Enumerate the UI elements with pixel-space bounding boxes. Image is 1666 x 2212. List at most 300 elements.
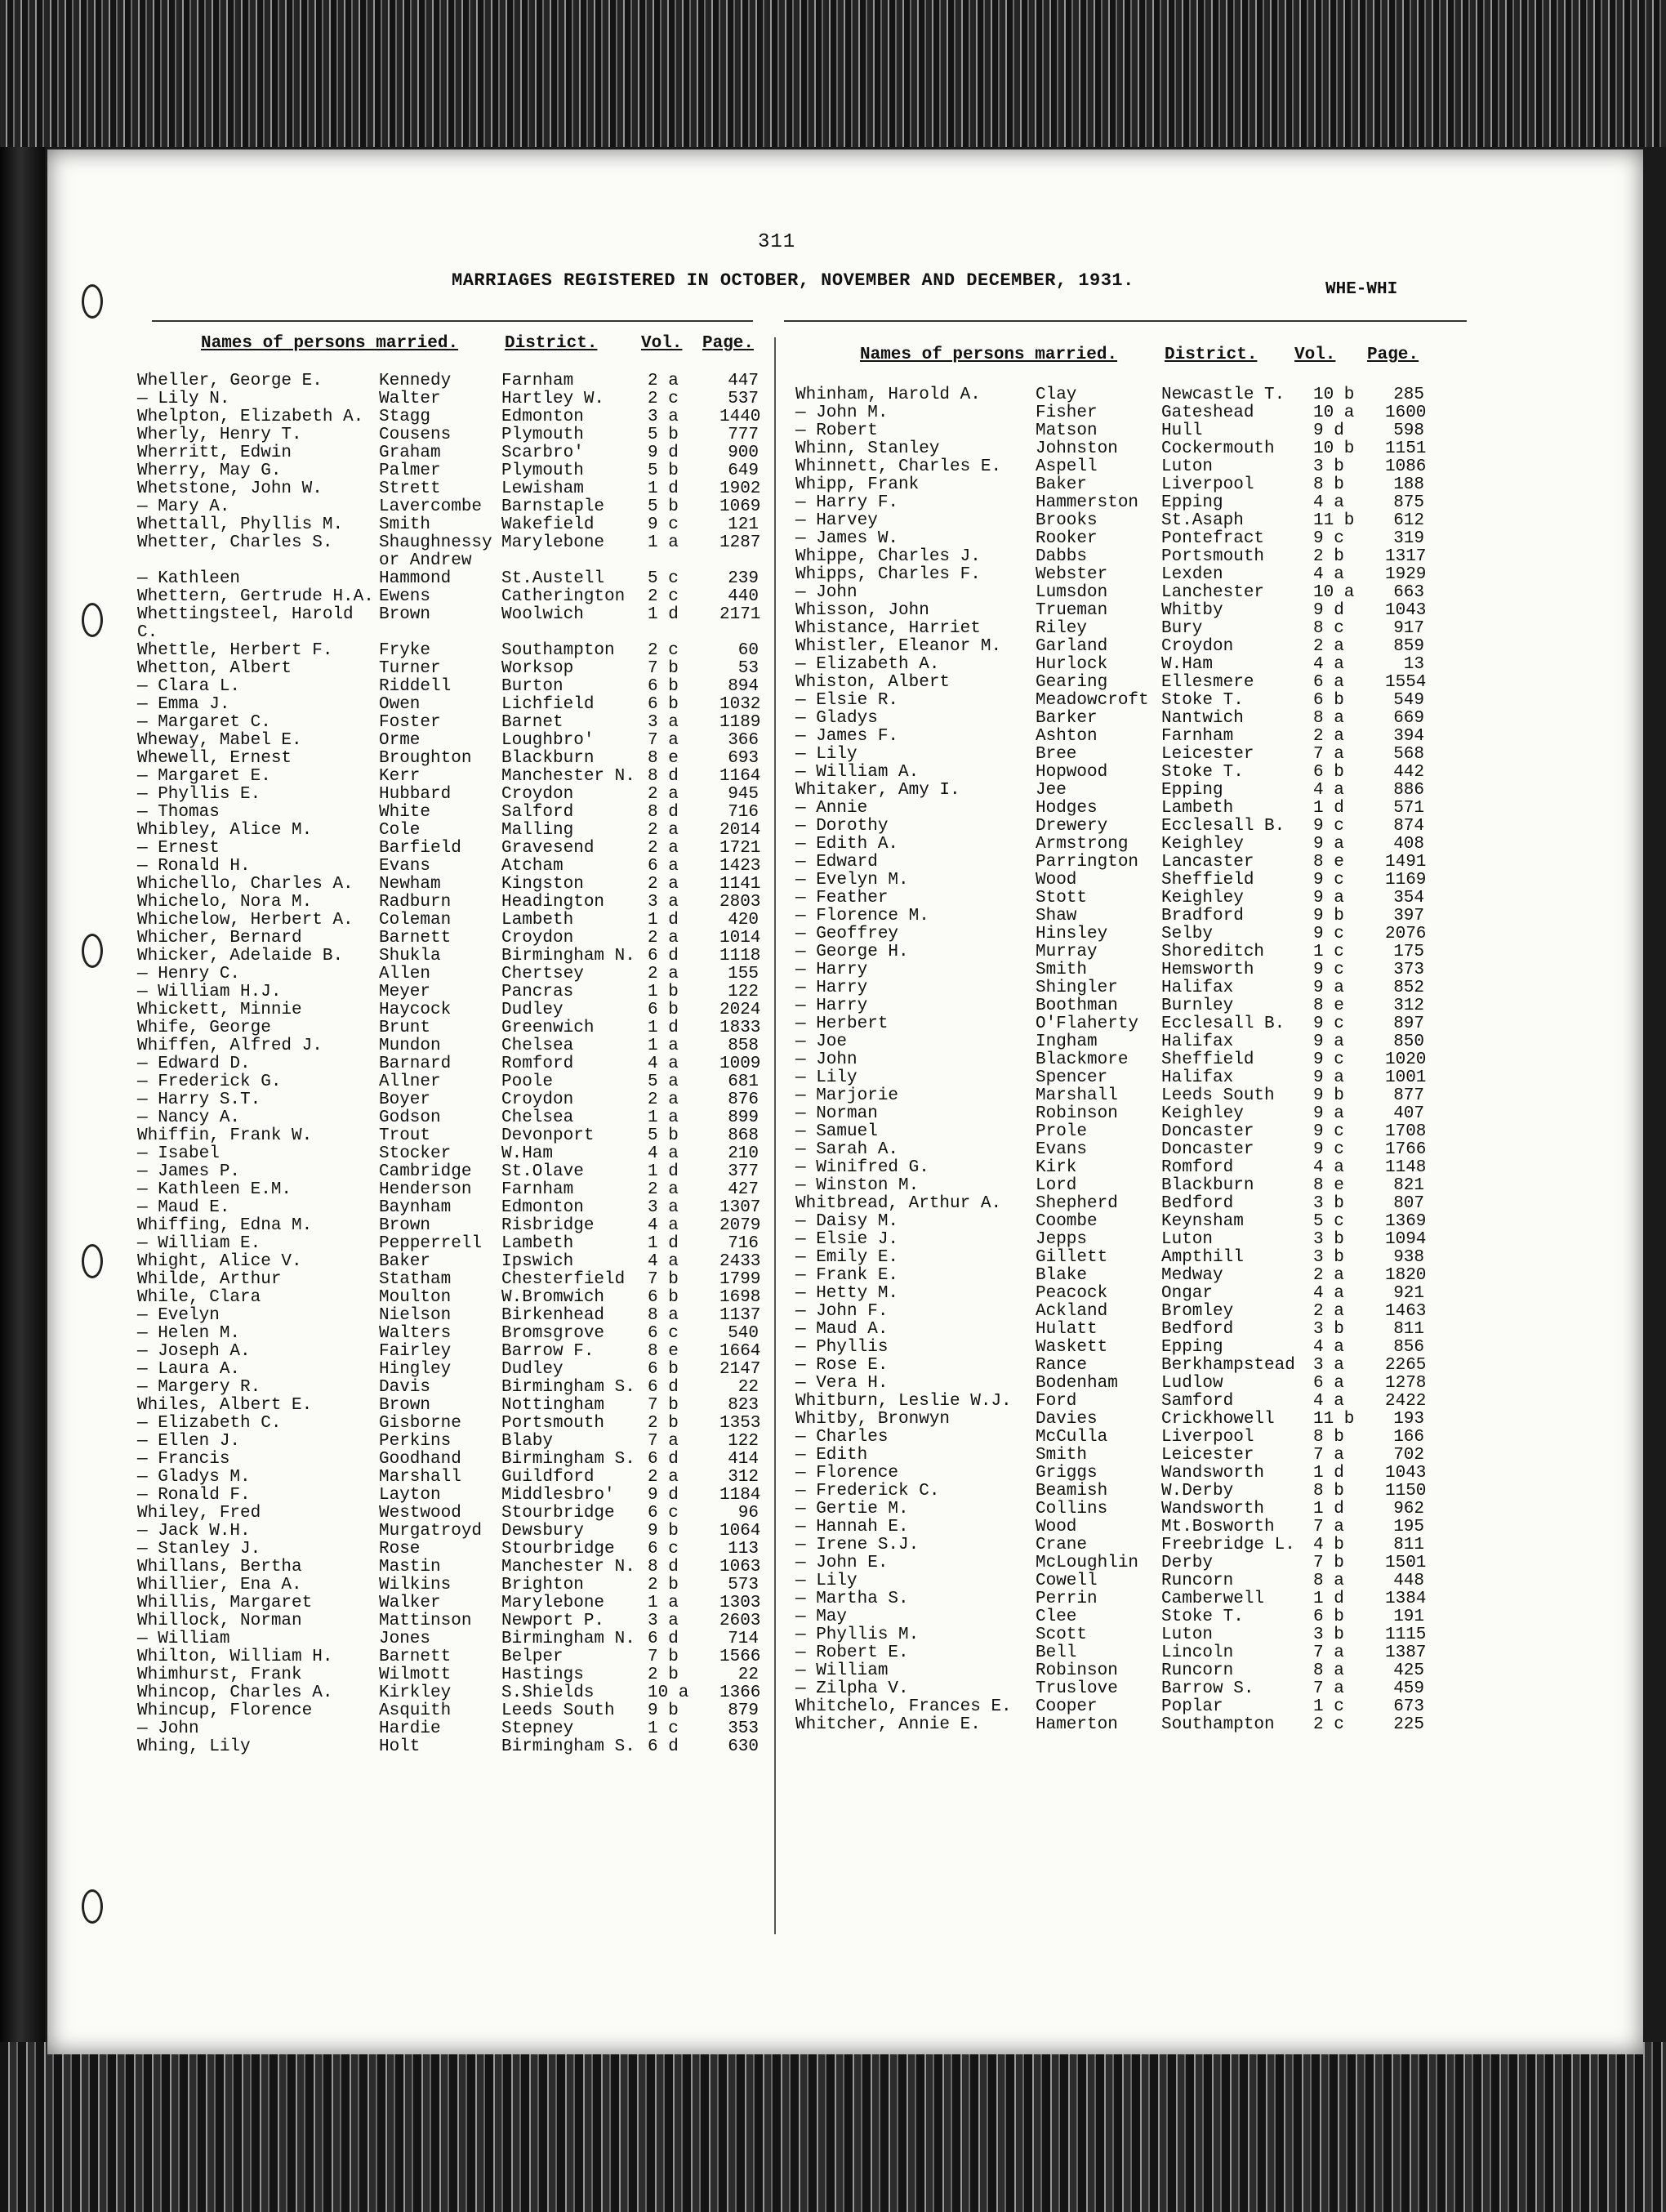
vol-cell: 6 b: [648, 1288, 679, 1307]
page-cell: 1369: [1385, 1212, 1427, 1231]
district-cell: Edmonton: [501, 1198, 584, 1217]
page-cell: 1353: [719, 1414, 761, 1433]
spouse-cell: Kirkley: [379, 1684, 452, 1702]
surname-cell: — Hetty M.: [795, 1284, 899, 1303]
vol-cell: 9 c: [1313, 1122, 1344, 1141]
vol-cell: 6 b: [648, 1001, 679, 1019]
surname-cell: — Harvey: [795, 511, 878, 530]
vol-cell: 6 a: [1313, 673, 1344, 692]
district-cell: Ipswich: [501, 1252, 574, 1271]
district-cell: Lancaster: [1161, 853, 1254, 872]
district-cell: Birmingham S.: [501, 1378, 635, 1397]
spouse-cell: Prole: [1036, 1122, 1088, 1141]
page-cell: 2014: [719, 821, 761, 840]
surname-cell: — William H.J.: [137, 983, 282, 1001]
page-cell: 1902: [719, 479, 761, 498]
vol-cell: 2 b: [1313, 547, 1344, 566]
spouse-cell: Newham: [379, 875, 441, 894]
surname-cell: — Margaret C.: [137, 713, 271, 732]
spouse-cell: Lumsdon: [1036, 583, 1108, 602]
district-cell: Crickhowell: [1161, 1410, 1275, 1429]
vol-cell: 9 d: [648, 444, 679, 462]
vol-cell: 6 a: [648, 857, 679, 876]
page-cell: 1664: [719, 1342, 761, 1361]
surname-cell: Whiffen, Alfred J.: [137, 1037, 323, 1055]
surname-cell: — Kathleen: [137, 569, 241, 588]
district-cell: Epping: [1161, 1338, 1223, 1357]
scan-bottom-noise: [0, 2042, 1666, 2212]
district-cell: Samford: [1161, 1392, 1234, 1411]
page-cell: 856: [1393, 1338, 1424, 1357]
surname-cell: While, Clara: [137, 1288, 261, 1307]
spouse-cell: Shaughnessy: [379, 533, 492, 552]
spouse-cell: Walker: [379, 1594, 441, 1612]
spouse-cell: Blackmore: [1036, 1050, 1129, 1069]
spouse-cell: Rooker: [1036, 529, 1098, 548]
surname-cell: — Rose E.: [795, 1356, 889, 1375]
page-cell: 2422: [1385, 1392, 1427, 1411]
spouse-cell: Gisborne: [379, 1414, 461, 1433]
page-cell: 630: [728, 1737, 759, 1756]
district-cell: Cockermouth: [1161, 439, 1275, 458]
header-rule-right: [784, 320, 1467, 322]
spouse-cell: Moulton: [379, 1288, 452, 1307]
district-cell: Nottingham: [501, 1396, 605, 1415]
page-cell: 113: [728, 1540, 759, 1559]
spouse-cell: Aspell: [1036, 457, 1098, 476]
district-cell: Wandsworth: [1161, 1500, 1265, 1519]
page-cell: 122: [728, 983, 759, 1001]
page-cell: 377: [728, 1162, 759, 1181]
district-cell: Birmingham N.: [501, 1630, 635, 1648]
district-cell: Doncaster: [1161, 1122, 1254, 1141]
spouse-cell: Robinson: [1036, 1661, 1118, 1680]
spouse-cell: Spencer: [1036, 1068, 1108, 1087]
spouse-cell: Baker: [379, 1252, 431, 1271]
surname-cell: — William: [137, 1630, 230, 1648]
page-cell: 702: [1393, 1446, 1424, 1465]
spouse-cell: Murray: [1036, 943, 1098, 961]
spouse-cell: Perrin: [1036, 1590, 1098, 1608]
spouse-cell: Clay: [1036, 386, 1077, 404]
spouse-cell: Nielson: [379, 1306, 452, 1325]
surname-cell: Whitchelo, Frances E.: [795, 1697, 1012, 1716]
vol-cell: 3 a: [648, 713, 679, 732]
surname-cell: Whicker, Adelaide B.: [137, 947, 344, 966]
surname-cell: — Helen M.: [137, 1324, 241, 1343]
page-cell: 1287: [719, 533, 761, 552]
district-cell: Chelsea: [501, 1108, 574, 1127]
spouse-cell: Barker: [1036, 709, 1098, 728]
district-cell: Derby: [1161, 1554, 1214, 1572]
vol-cell: 4 a: [648, 1055, 679, 1073]
page-cell: 945: [728, 785, 759, 804]
spouse-cell: Ingham: [1036, 1032, 1098, 1051]
column-divider: [774, 337, 776, 1934]
district-cell: Medway: [1161, 1266, 1223, 1285]
vol-cell: 6 c: [648, 1324, 679, 1343]
page-cell: 1303: [719, 1594, 761, 1612]
vol-cell: 6 d: [648, 1737, 679, 1756]
page-cell: 1833: [719, 1019, 761, 1037]
page-cell: 1698: [719, 1288, 761, 1307]
surname-cell: Whinnett, Charles E.: [795, 457, 1002, 476]
district-cell: Romford: [1161, 1158, 1234, 1177]
page-cell: 319: [1393, 529, 1424, 548]
surname-cell: Wherly, Henry T.: [137, 426, 302, 444]
spouse-cell: O'Flaherty: [1036, 1015, 1139, 1033]
surname-cell: — Herbert: [795, 1015, 889, 1033]
vol-cell: 7 b: [1313, 1554, 1344, 1572]
surname-cell: Whichelo, Nora M.: [137, 893, 313, 912]
spouse-cell: Hardie: [379, 1719, 441, 1738]
surname-cell: — Daisy M.: [795, 1212, 899, 1231]
page-cell: 2265: [1385, 1356, 1427, 1375]
page-cell: 868: [728, 1126, 759, 1145]
vol-cell: 1 d: [648, 1019, 679, 1037]
page-cell: 807: [1393, 1194, 1424, 1213]
spouse-cell: Evans: [1036, 1140, 1088, 1159]
district-cell: Ludlow: [1161, 1374, 1223, 1393]
surname-cell: Whillier, Ena A.: [137, 1576, 302, 1594]
vol-cell: 7 b: [648, 1270, 679, 1289]
district-cell: Bedford: [1161, 1320, 1234, 1339]
surname-cell: — John: [137, 1719, 199, 1738]
vol-cell: 1 a: [648, 1594, 679, 1612]
surname-cell: — Harry: [795, 997, 868, 1015]
vol-cell: 8 e: [1313, 853, 1344, 872]
spouse-cell: Beamish: [1036, 1482, 1108, 1501]
vol-cell: 8 e: [648, 1342, 679, 1361]
page-cell: 96: [737, 1504, 759, 1523]
vol-cell: 6 d: [648, 1630, 679, 1648]
district-cell: Wakefield: [501, 515, 595, 534]
vol-cell: 4 a: [648, 1216, 679, 1235]
surname-cell: Whiles, Albert E.: [137, 1396, 313, 1415]
surname-cell: Whichelow, Herbert A.: [137, 911, 354, 930]
surname-cell: — Henry C.: [137, 965, 241, 983]
district-cell: Barrow S.: [1161, 1679, 1254, 1698]
district-cell: Newport P.: [501, 1612, 605, 1630]
page-cell: 962: [1393, 1500, 1424, 1519]
vol-cell: 10 b: [1313, 439, 1355, 458]
vol-cell: 4 a: [1313, 781, 1344, 800]
district-cell: Lambeth: [1161, 799, 1234, 818]
vol-cell: 6 b: [648, 677, 679, 696]
district-cell: Southampton: [1161, 1715, 1275, 1734]
vol-cell: 8 a: [1313, 1572, 1344, 1590]
vol-cell: 2 a: [648, 372, 679, 390]
page-cell: 573: [728, 1576, 759, 1594]
page-cell: 225: [1393, 1715, 1424, 1734]
spouse-cell: Riley: [1036, 619, 1088, 638]
page-cell: 353: [728, 1719, 759, 1738]
page-cell: 1151: [1385, 439, 1427, 458]
spouse-cell: Riddell: [379, 677, 452, 696]
left-names-header: Names of persons married.: [201, 334, 459, 353]
vol-cell: 6 d: [648, 1378, 679, 1397]
spouse-cell: Hubbard: [379, 785, 452, 804]
vol-cell: 2 a: [648, 965, 679, 983]
surname-cell: Whibley, Alice M.: [137, 821, 313, 840]
spouse-cell: Wood: [1036, 1518, 1077, 1536]
vol-cell: 9 d: [1313, 601, 1344, 620]
header-rule-left: [152, 320, 753, 322]
district-cell: Romford: [501, 1055, 574, 1073]
district-cell: Freebridge L.: [1161, 1536, 1295, 1554]
district-cell: Farnham: [501, 1180, 574, 1199]
district-cell: W.Ham: [501, 1144, 554, 1163]
vol-cell: 5 b: [648, 462, 679, 480]
surname-cell: — Ellen J.: [137, 1432, 241, 1451]
page-cell: 121: [728, 515, 759, 534]
spouse-cell: Bodenham: [1036, 1374, 1118, 1393]
district-cell: Luton: [1161, 1626, 1214, 1644]
district-cell: Gateshead: [1161, 404, 1254, 422]
surname-cell: — Lily: [795, 1572, 858, 1590]
surname-cell: Whichello, Charles A.: [137, 875, 354, 894]
vol-cell: 1 d: [648, 1162, 679, 1181]
district-cell: Loughbro': [501, 731, 595, 750]
surname-cell: — Stanley J.: [137, 1540, 261, 1559]
page-cell: 649: [728, 462, 759, 480]
district-cell: Marylebone: [501, 1594, 605, 1612]
surname-cell: Whiffin, Frank W.: [137, 1126, 313, 1145]
district-cell: Stoke T.: [1161, 763, 1244, 782]
vol-cell: 7 a: [1313, 745, 1344, 764]
surname-cell: — Winston M.: [795, 1176, 920, 1195]
surname-cell: — Edward D.: [137, 1055, 251, 1073]
surname-cell: Whewell, Ernest: [137, 749, 292, 768]
spouse-cell: Jee: [1036, 781, 1067, 800]
spouse-cell: Johnston: [1036, 439, 1118, 458]
spouse-cell: Scott: [1036, 1626, 1088, 1644]
surname-cell: — Annie: [795, 799, 868, 818]
surname-cell: — Irene S.J.: [795, 1536, 920, 1554]
page-cell: 1189: [719, 713, 761, 732]
page-cell: 22: [737, 1378, 759, 1397]
vol-cell: 10 b: [1313, 386, 1355, 404]
spouse-cell: White: [379, 803, 431, 822]
district-cell: Mt.Bosworth: [1161, 1518, 1275, 1536]
page-cell: 459: [1393, 1679, 1424, 1698]
district-cell: Bromsgrove: [501, 1324, 605, 1343]
spouse-cell: Palmer: [379, 462, 441, 480]
spouse-cell: Shingler: [1036, 979, 1118, 997]
vol-cell: 8 a: [1313, 1661, 1344, 1680]
page-cell: 537: [728, 390, 759, 408]
district-cell: Leicester: [1161, 745, 1254, 764]
spouse-cell: Trout: [379, 1126, 431, 1145]
vol-cell: 8 d: [648, 803, 679, 822]
district-cell: Halifax: [1161, 979, 1234, 997]
page-cell: 13: [1403, 655, 1424, 674]
surname-cell: — Dorothy: [795, 817, 889, 836]
surname-cell: — Ronald H.: [137, 857, 251, 876]
district-cell: Manchester N.: [501, 1558, 635, 1576]
vol-cell: 8 e: [648, 749, 679, 768]
surname-cell: — Nancy A.: [137, 1108, 241, 1127]
surname-cell: — Edith A.: [795, 835, 899, 854]
district-cell: Liverpool: [1161, 475, 1254, 494]
district-cell: Sheffield: [1161, 871, 1254, 890]
district-cell: Lichfield: [501, 695, 595, 714]
district-cell: Shoreditch: [1161, 943, 1265, 961]
spouse-cell: Cooper: [1036, 1697, 1098, 1716]
vol-cell: 2 b: [648, 1414, 679, 1433]
page-cell: 1169: [1385, 871, 1427, 890]
vol-cell: 10 a: [648, 1684, 689, 1702]
district-cell: Bradford: [1161, 907, 1244, 925]
surname-cell: Whistler, Eleanor M.: [795, 637, 1002, 656]
vol-cell: 2 a: [648, 875, 679, 894]
spouse-cell: Cousens: [379, 426, 452, 444]
surname-cell: Whillans, Bertha: [137, 1558, 302, 1576]
spouse-cell: Trueman: [1036, 601, 1108, 620]
surname-cell: — Kathleen E.M.: [137, 1180, 292, 1199]
binding-hole: [82, 603, 103, 637]
page-cell: 673: [1393, 1697, 1424, 1716]
spouse-cell: Strett: [379, 479, 441, 498]
spouse-cell: Waskett: [1036, 1338, 1108, 1357]
spouse-cell: Shepherd: [1036, 1194, 1118, 1213]
page-cell: 823: [728, 1396, 759, 1415]
district-cell: Hartley W.: [501, 390, 605, 408]
vol-cell: 6 b: [1313, 691, 1344, 710]
district-cell: Keighley: [1161, 889, 1244, 908]
vol-cell: 7 a: [648, 1432, 679, 1451]
spouse-cell: Ewens: [379, 587, 431, 606]
vol-cell: 9 a: [1313, 889, 1344, 908]
district-cell: S.Shields: [501, 1684, 595, 1702]
spouse-cell: Walters: [379, 1324, 452, 1343]
district-cell: Devonport: [501, 1126, 595, 1145]
district-cell: Runcorn: [1161, 1661, 1234, 1680]
district-cell: Croydon: [1161, 637, 1234, 656]
spouse-cell: Robinson: [1036, 1104, 1118, 1123]
page-cell: 155: [728, 965, 759, 983]
district-cell: Middlesbro': [501, 1486, 615, 1505]
spouse-cell: Blake: [1036, 1266, 1088, 1285]
page-cell: 1148: [1385, 1158, 1427, 1177]
surname-cell: — George H.: [795, 943, 909, 961]
page-cell: 612: [1393, 511, 1424, 530]
surname-cell: — Charles: [795, 1428, 889, 1447]
spouse-cell: Bell: [1036, 1643, 1077, 1662]
surname-cell: — Elizabeth C.: [137, 1414, 282, 1433]
spouse-cell: Evans: [379, 857, 431, 876]
surname-cell: Whetstone, John W.: [137, 479, 323, 498]
page-cell: 1307: [719, 1198, 761, 1217]
page-cell: 875: [1393, 493, 1424, 512]
spouse-cell: Foster: [379, 713, 441, 732]
vol-cell: 5 b: [648, 426, 679, 444]
district-cell: Lambeth: [501, 911, 574, 930]
page-cell: 811: [1393, 1536, 1424, 1554]
surname-cell: — Hannah E.: [795, 1518, 909, 1536]
page-cell: 2147: [719, 1360, 761, 1379]
surname-cell: — Samuel: [795, 1122, 878, 1141]
vol-cell: 3 a: [648, 1198, 679, 1217]
spouse-cell: Rance: [1036, 1356, 1088, 1375]
district-cell: Poplar: [1161, 1697, 1223, 1716]
vol-cell: 2 c: [648, 641, 679, 660]
spouse-cell: Davies: [1036, 1410, 1098, 1429]
spouse-cell: Perkins: [379, 1432, 452, 1451]
spouse-cell: Fairley: [379, 1342, 452, 1361]
vol-cell: 9 a: [1313, 835, 1344, 854]
surname-cell: — Harry: [795, 979, 868, 997]
page-cell: 858: [728, 1037, 759, 1055]
page-cell: 2603: [719, 1612, 761, 1630]
spouse-cell: Barfield: [379, 839, 461, 858]
spouse-cell: Armstrong: [1036, 835, 1129, 854]
spouse-cell: Clee: [1036, 1608, 1077, 1626]
page-cell: 714: [728, 1630, 759, 1648]
page-cell: 166: [1393, 1428, 1424, 1447]
vol-cell: 8 c: [1313, 619, 1344, 638]
district-cell: Runcorn: [1161, 1572, 1234, 1590]
district-cell: Farnham: [501, 372, 574, 390]
page-cell: 1043: [1385, 601, 1427, 620]
vol-cell: 1 d: [648, 479, 679, 498]
vol-cell: 6 b: [648, 1360, 679, 1379]
vol-cell: 4 a: [1313, 1338, 1344, 1357]
district-cell: Hull: [1161, 421, 1203, 440]
vol-cell: 1 d: [648, 605, 679, 624]
spouse-cell: Hingley: [379, 1360, 452, 1379]
vol-cell: 9 b: [648, 1701, 679, 1720]
vol-cell: 10 a: [1313, 583, 1355, 602]
surname-cell: — Jack W.H.: [137, 1522, 251, 1541]
district-cell: Gravesend: [501, 839, 595, 858]
surname-cell: Whisson, John: [795, 601, 929, 620]
page-cell: 427: [728, 1180, 759, 1199]
district-cell: W.Bromwich: [501, 1288, 605, 1307]
spouse-cell: McLoughlin: [1036, 1554, 1139, 1572]
spouse-cell: Meyer: [379, 983, 431, 1001]
surname-cell: — Frank E.: [795, 1266, 899, 1285]
district-cell: Leeds South: [1161, 1086, 1275, 1105]
district-cell: Barrow F.: [501, 1342, 595, 1361]
vol-cell: 4 a: [648, 1144, 679, 1163]
page-cell: 874: [1393, 817, 1424, 836]
district-cell: Blackburn: [501, 749, 595, 768]
district-cell: St.Asaph: [1161, 511, 1244, 530]
surname-cell: — Gertie M.: [795, 1500, 909, 1519]
right-page-header: Page.: [1367, 346, 1419, 364]
surname-cell: Whettern, Gertrude H.A.: [137, 587, 374, 606]
spouse-cell: Collins: [1036, 1500, 1108, 1519]
vol-cell: 8 d: [648, 1558, 679, 1576]
page-cell: 886: [1393, 781, 1424, 800]
surname-cell: — Phyllis M.: [795, 1626, 920, 1644]
vol-cell: 9 b: [648, 1522, 679, 1541]
vol-cell: 9 a: [1313, 1104, 1344, 1123]
surname-cell: — Edward: [795, 853, 878, 872]
page-cell: 1164: [719, 767, 761, 786]
surname-cell: Whettall, Phyllis M.: [137, 515, 344, 534]
page-cell: 1063: [719, 1558, 761, 1576]
district-cell: Stourbridge: [501, 1540, 615, 1559]
surname-cell: — Frederick G.: [137, 1073, 282, 1091]
page-cell: 681: [728, 1073, 759, 1091]
district-cell: Manchester N.: [501, 767, 635, 786]
page-cell: 175: [1393, 943, 1424, 961]
district-cell: Halifax: [1161, 1032, 1234, 1051]
left-page-header: Page.: [702, 334, 755, 353]
vol-cell: 2 a: [648, 785, 679, 804]
